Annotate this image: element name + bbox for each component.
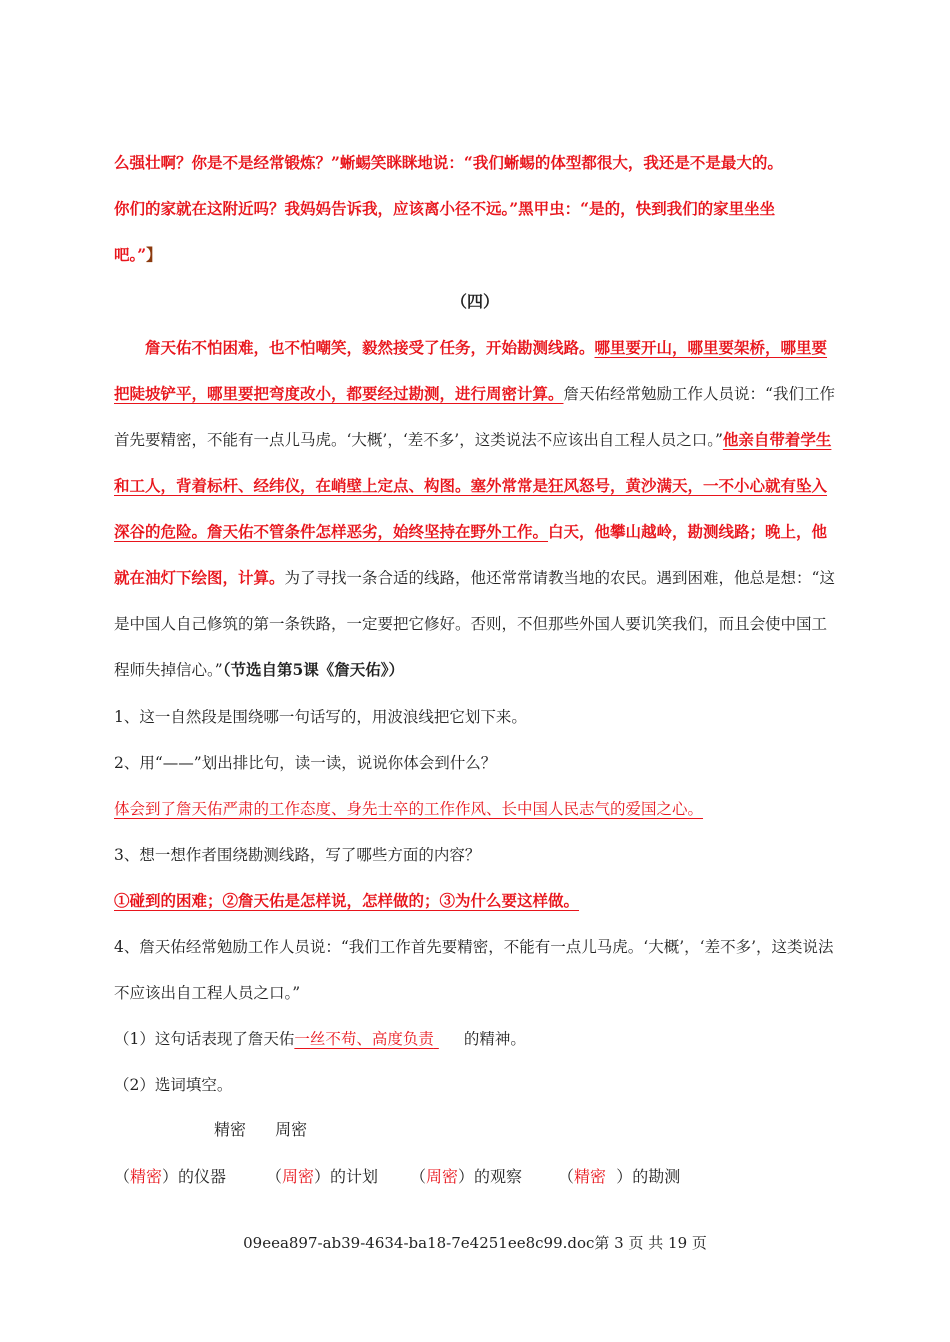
answer-3: ①碰到的困难；②詹天佑是怎样说，怎样做的；③为什么要这样做。 — [114, 891, 580, 910]
day-night-sentence: 白天，他攀山越岭，勘测线路；晚上，他就在油灯下绘图，计算。 — [114, 522, 828, 587]
story-line-2: 你们的家就在这附近吗？我妈妈告诉我，应该离小径不远。”黑甲虫：“是的，快到我们的家里坐坐 — [114, 199, 776, 218]
source-note: （节选自第5课《詹天佑》） — [222, 660, 404, 679]
close-bracket: 】 — [146, 245, 162, 264]
fill-item: （精密）的仪器 — [114, 1167, 227, 1186]
section-heading: （四） — [450, 292, 499, 311]
story-continuation — [114, 140, 840, 278]
field-work-sentence: 他亲自带着学生和工人，背着标杆、经纬仪，在峭壁上定点、构图。塞外常常是狂风怒号，黄沙满天，一不小心就有坠入深谷的危险。詹天佑不管条件怎样恶劣，始终坚持在野外工作。 — [114, 430, 832, 541]
story-line-1: 么强壮啊？你是不是经常锻炼？”蜥蜴笑眯眯地说：“我们蜥蜴的体型都很大，我还是不是最大的。 — [114, 153, 783, 172]
sub-question-1-prefix: （1）这句话表现了詹天佑 — [114, 1030, 295, 1048]
answer-blank — [434, 1016, 464, 1062]
sub-question-1 — [114, 1016, 840, 1062]
topic-sentence: 詹天佑不怕困难，也不怕嘲笑，毅然接受了任务，开始勘测线路。 — [145, 338, 595, 357]
fill-answer: 周密 — [426, 1167, 459, 1186]
question-4: 4、詹天佑经常勉励工作人员说：“我们工作首先要精密，不能有一点儿马虎。‘大概’，‘差不多’，这类说法不应该出自工程人员之口。” — [114, 938, 834, 1002]
question-1: 1、这一自然段是围绕哪一句话写的，用波浪线把它划下来。 — [114, 708, 527, 726]
fill-answer: 精密 — [574, 1167, 607, 1186]
passage-paragraph — [114, 325, 840, 693]
fill-blank-row — [114, 1160, 680, 1194]
page-footer: 09eea897-ab39-4634-ba18-7e4251ee8c99.doc第 3 页 共 19 页 — [243, 1234, 707, 1252]
word-choices — [214, 1113, 307, 1147]
quote-sentence: 詹天佑经常勉励工作人员说：“我们工作首先要精密，不能有一点儿马虎。‘大概’，‘差不多’，这类说法不应该出自工程人员之口。” — [114, 385, 835, 449]
ending-sentence: 为了寻找一条合适的线路，他还常常请教当地的农民。遇到困难，他总是想：“这是中国人自己修筑的第一条铁路，一定要把它修好。否则，不但那些外国人要讥笑我们，而且会使中国工程师失掉信心。” — [114, 569, 835, 679]
word-choice-2: 周密 — [275, 1120, 308, 1139]
fill-answer: 精密 — [130, 1167, 163, 1186]
sub-question-1-suffix: 的精神。 — [463, 1030, 526, 1048]
sub-question-1-answer: 一丝不苟、高度负责 — [294, 1030, 434, 1048]
fill-item: （精密 ）的勘测 — [558, 1167, 681, 1186]
question-3: 3、想一想作者围绕勘测线路，写了哪些方面的内容？ — [114, 846, 481, 864]
sub-question-2: （2）选词填空。 — [114, 1076, 233, 1094]
fill-answer: 周密 — [282, 1167, 315, 1186]
story-line-3: 吧。” — [114, 245, 147, 264]
answer-2: 体会到了詹天佑严肃的工作态度、身先士卒的工作作风、长中国人民志气的爱国之心。 — [114, 800, 704, 818]
word-choice-1: 精密 — [214, 1120, 247, 1139]
fill-item: （周密）的计划 — [266, 1167, 379, 1186]
parallel-sentence: 哪里要开山，哪里要架桥，哪里要把陡坡铲平，哪里要把弯度改小，都要经过勘测，进行周密计算。 — [114, 338, 828, 403]
fill-item: （周密）的观察 — [410, 1167, 523, 1186]
question-2: 2、用“——”划出排比句，读一读，说说你体会到什么？ — [114, 754, 497, 772]
